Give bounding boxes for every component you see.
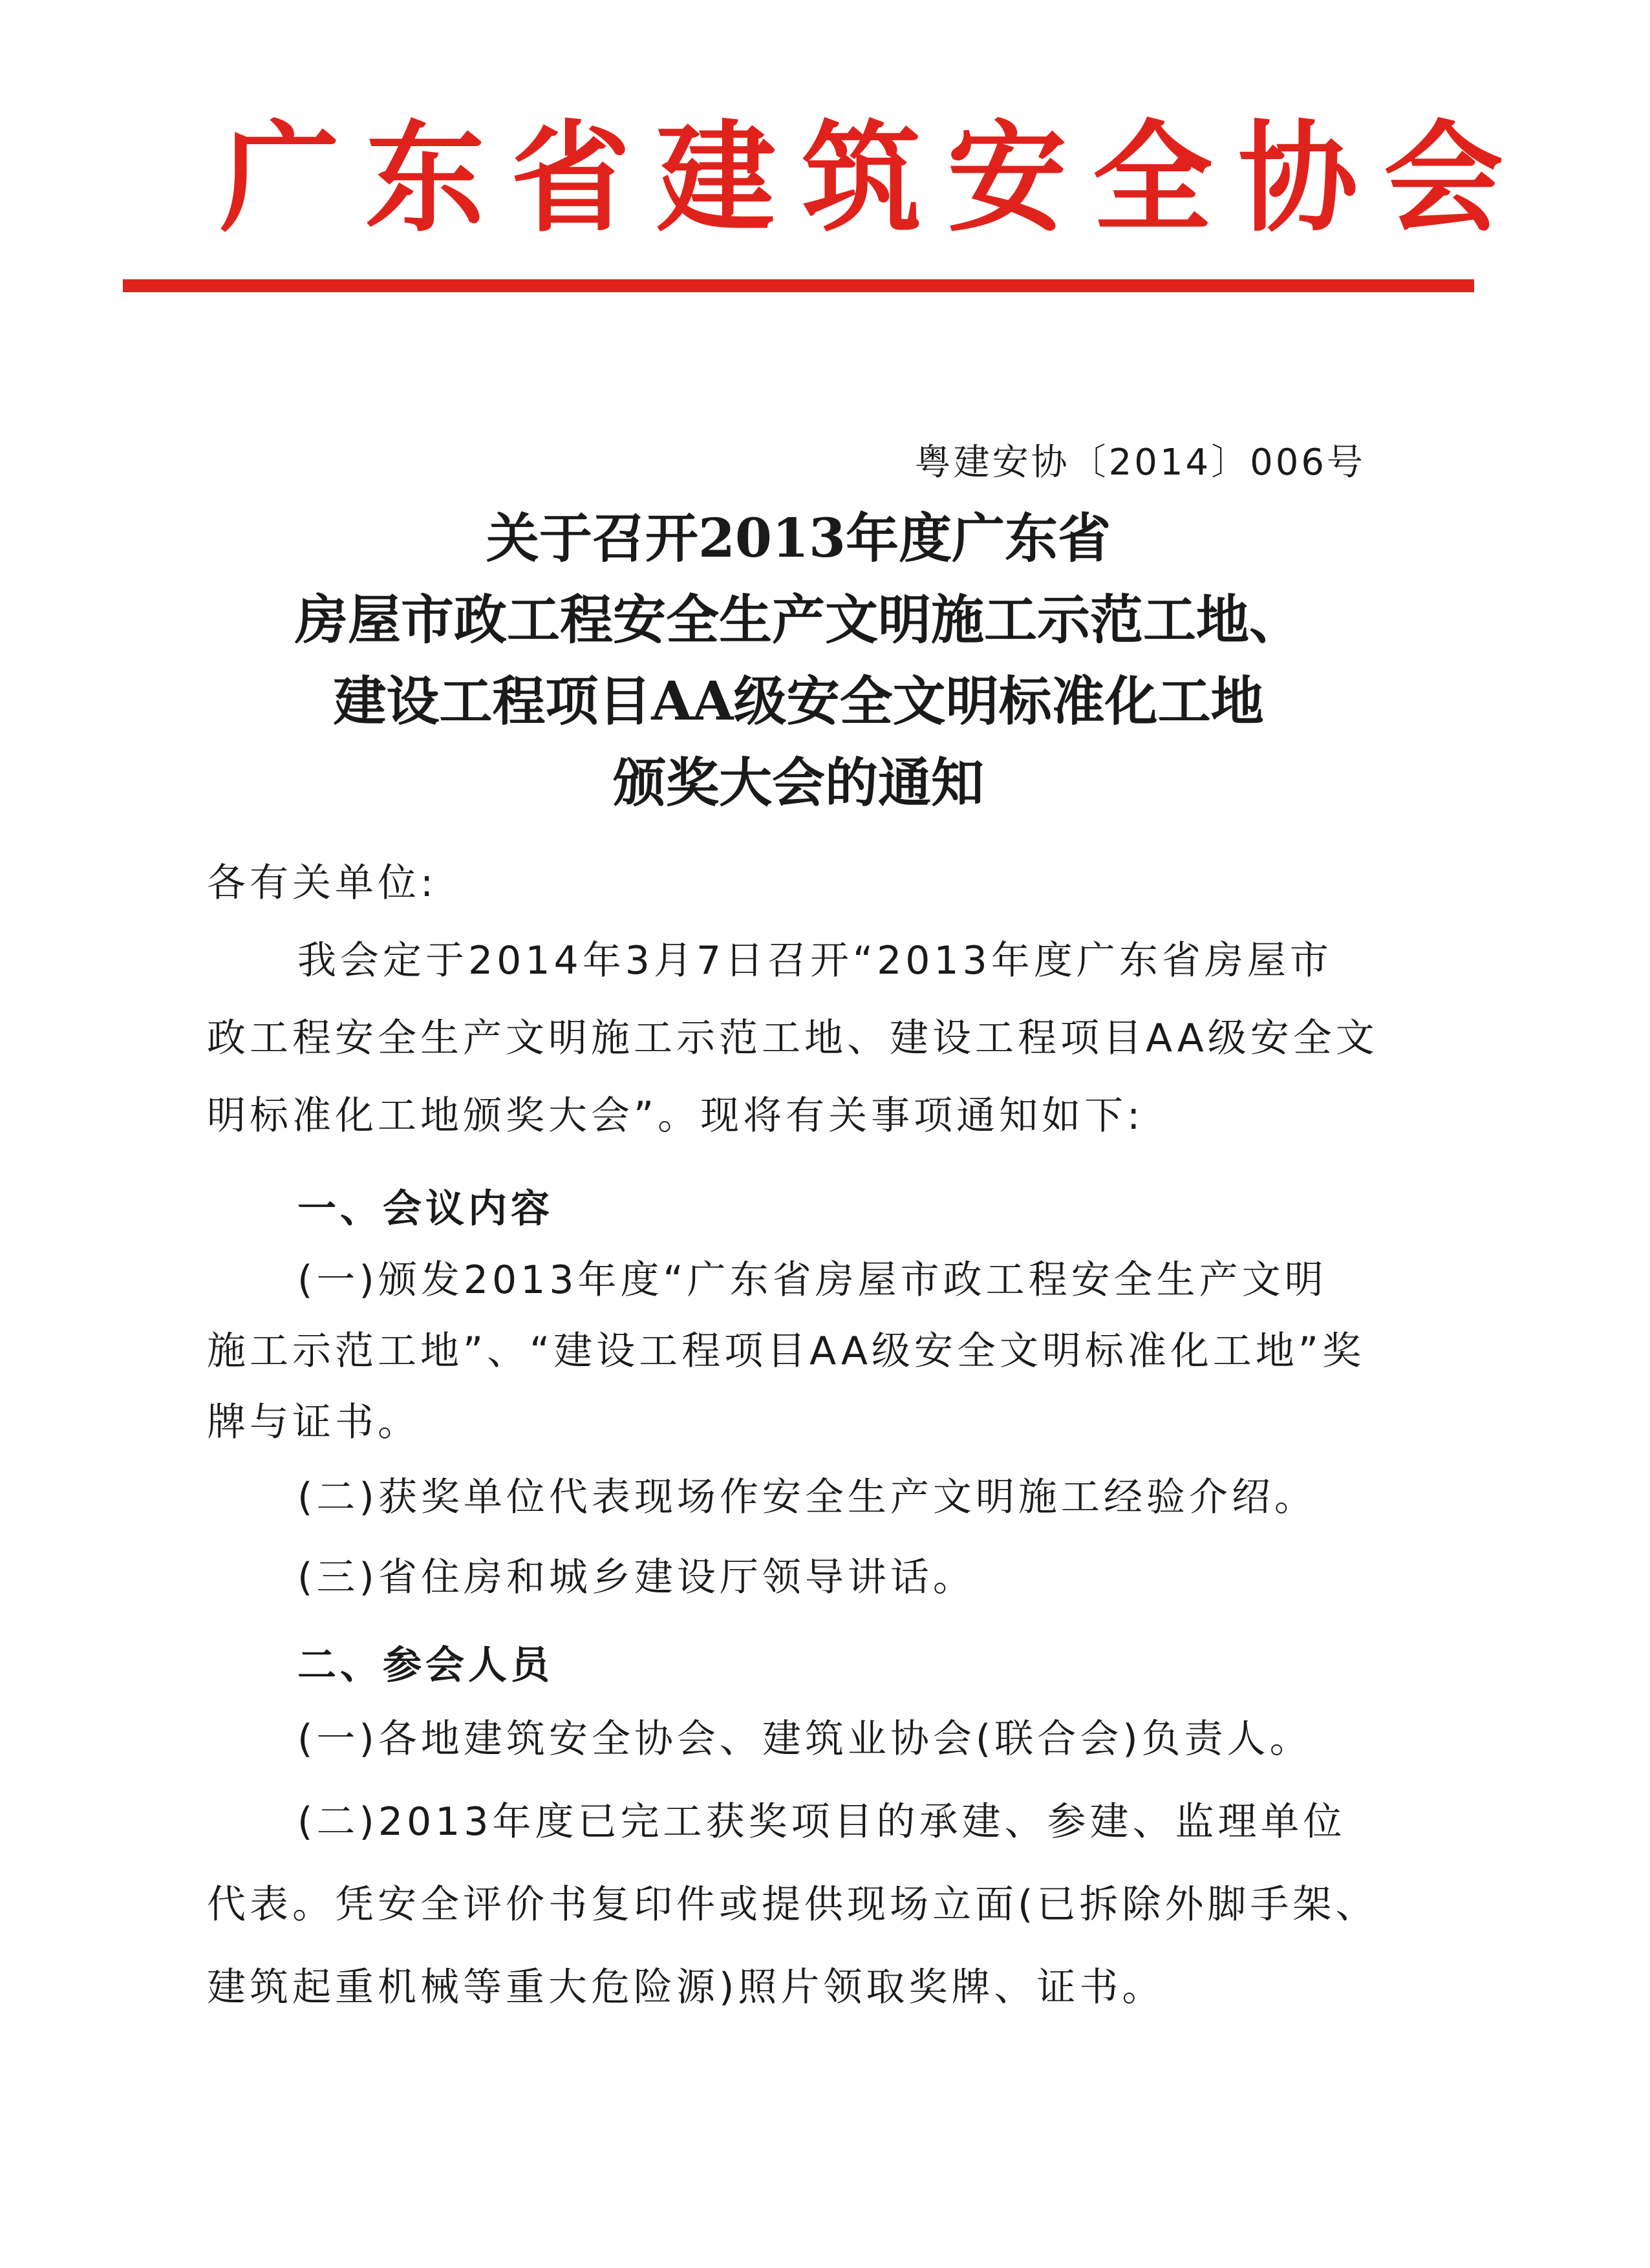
organization-header: 广东省建筑安全协会 — [220, 107, 1529, 248]
intro-line: 政工程安全生产文明施工示范工地、建设工程项目AA级安全文 — [207, 1016, 1378, 1061]
salutation: 各有关单位: — [207, 861, 438, 906]
header-red-rule — [123, 279, 1474, 292]
list-item: (一)各地建筑安全协会、建筑业协会(联合会)负责人。 — [297, 1717, 1312, 1762]
list-item-line: (二)2013年度已完工获奖项目的承建、参建、监理单位 — [297, 1799, 1346, 1845]
document-number: 粤建安协〔2014〕006号 — [914, 442, 1366, 484]
title-line: 建设工程项目AA级安全文明标准化工地 — [333, 670, 1264, 733]
intro-line: 我会定于2014年3月7日召开“2013年度广东省房屋市 — [297, 938, 1333, 983]
section-heading-meeting-content: 一、会议内容 — [297, 1186, 553, 1232]
list-item-line: 牌与证书。 — [207, 1400, 420, 1445]
list-item-line: (一)颁发2013年度“广东省房屋市政工程安全生产文明 — [297, 1257, 1327, 1303]
list-item: (三)省住房和城乡建设厅领导讲话。 — [297, 1555, 976, 1600]
list-item-line: 施工示范工地”、“建设工程项目AA级安全文明标准化工地”奖 — [207, 1329, 1366, 1374]
intro-line: 明标准化工地颁奖大会”。现将有关事项通知如下: — [207, 1093, 1144, 1139]
list-item-line: 代表。凭安全评价书复印件或提供现场立面(已拆除外脚手架、 — [207, 1882, 1378, 1927]
notice-title — [123, 498, 1474, 824]
list-item: (二)获奖单位代表现场作安全生产文明施工经验介绍。 — [297, 1475, 1317, 1520]
title-line: 关于召开2013年度广东省 — [486, 508, 1111, 570]
title-line: 颁奖大会的通知 — [612, 752, 984, 814]
section-heading-attendees: 二、参会人员 — [297, 1643, 553, 1688]
list-item-line: 建筑起重机械等重大危险源)照片领取奖牌、证书。 — [207, 1965, 1165, 2010]
title-line: 房屋市政工程安全生产文明施工示范工地、 — [294, 589, 1302, 651]
